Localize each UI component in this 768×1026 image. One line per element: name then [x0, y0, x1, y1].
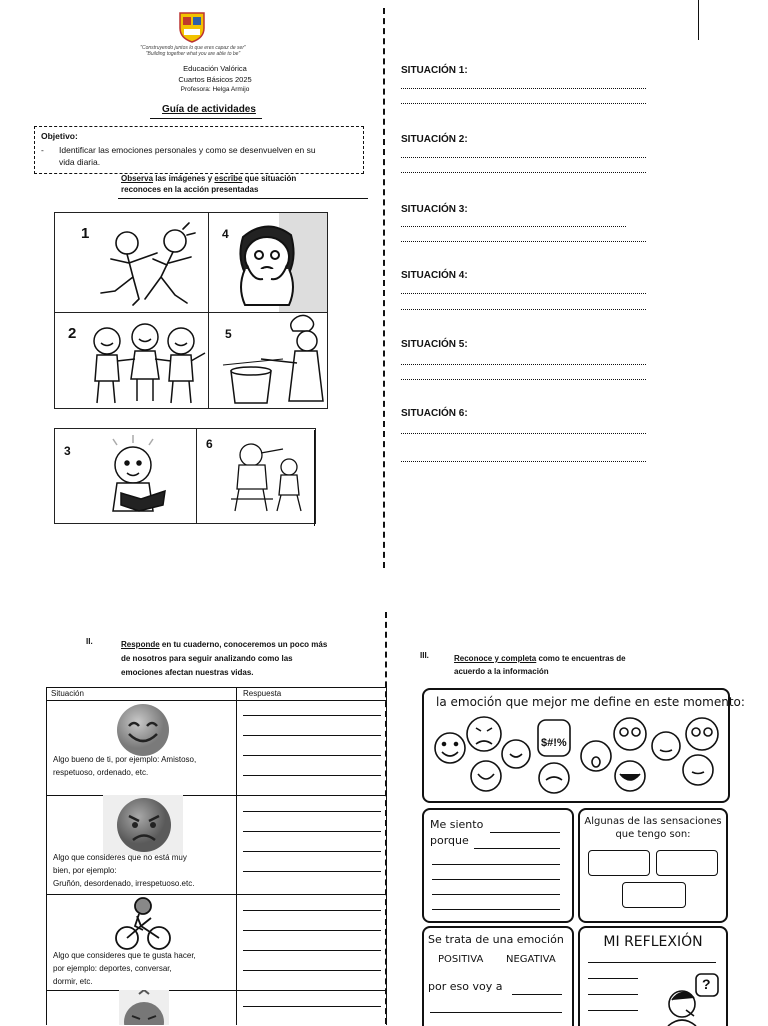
situation-line-1a	[401, 88, 646, 89]
porque-line[interactable]	[474, 848, 560, 849]
reading-boy-illustration	[81, 431, 191, 521]
question-mark: ?	[702, 976, 711, 992]
situation-line-4a	[401, 293, 646, 294]
situation-line-6a	[401, 433, 646, 434]
picture-number-3: 3	[64, 444, 71, 458]
cook-illustration	[213, 313, 327, 408]
guide-title: Guía de actividades	[162, 104, 256, 115]
situation-line-3a	[401, 226, 626, 227]
row-rule-3	[47, 990, 386, 991]
emotions-panel	[422, 688, 745, 803]
edge-mark	[698, 0, 699, 40]
situation-line-4b	[401, 309, 646, 310]
teacher: Profesora: Helga Armijo	[180, 86, 250, 93]
furious-face-icon	[119, 990, 169, 1025]
situation-line-5a	[401, 364, 646, 365]
picture-number-2: 2	[68, 325, 77, 342]
sensations-title-2: que tengo son:	[615, 829, 691, 840]
lying-boy-illustration	[217, 431, 313, 521]
write-line[interactable]	[588, 962, 716, 963]
instruction-rule	[118, 198, 368, 199]
sensation-box-3[interactable]	[622, 882, 686, 908]
row-3-text-3: dormir, etc.	[53, 977, 93, 986]
subject: Educación Valórica	[183, 64, 247, 73]
section-2-line-2: de nosotros para seguir analizando como las	[121, 654, 293, 663]
emotions-table	[46, 687, 387, 1025]
answer-line[interactable]	[243, 871, 381, 872]
write-line[interactable]	[430, 1012, 562, 1013]
cyclist-icon	[113, 896, 173, 952]
picture-number-1: 1	[81, 225, 90, 242]
situation-label-5: SITUACIÓN 5:	[401, 339, 468, 350]
instruction-observe-line2: reconoces en la acción presentadas	[121, 185, 259, 194]
picture-cell-1	[54, 212, 210, 314]
answer-line[interactable]	[243, 970, 381, 971]
por-eso-label: por eso voy a	[428, 980, 503, 993]
angry-face-icon	[115, 796, 173, 854]
answer-line[interactable]	[243, 811, 381, 812]
emoji-faces-group	[430, 714, 724, 796]
reconoce-word: Reconoce y completa	[454, 654, 537, 663]
column-header-answer: Respuesta	[243, 689, 282, 698]
instruction-mid: las imágenes y	[153, 174, 215, 183]
symbols-text: $#!%	[541, 737, 567, 749]
porque-label: porque	[430, 834, 469, 847]
sensations-title-1: Algunas de las sensaciones	[584, 816, 722, 827]
negative-option[interactable]: NEGATIVA	[506, 954, 556, 965]
situation-label-2: SITUACIÓN 2:	[401, 134, 468, 145]
sensations-panel	[578, 808, 728, 923]
reflection-panel	[578, 926, 728, 1026]
write-line[interactable]	[588, 978, 638, 979]
three-friends-illustration	[81, 319, 209, 407]
responde-word: Responde	[121, 640, 160, 649]
row-3-text-2: por ejemplo: deportes, conversar,	[53, 964, 172, 973]
situation-label-4: SITUACIÓN 4:	[401, 270, 468, 281]
objective-bullet: -	[41, 145, 44, 155]
objective-box	[34, 126, 364, 174]
feeling-panel	[422, 808, 574, 923]
row-3-text-1: Algo que consideres que te gusta hacer,	[53, 951, 196, 960]
row-rule-2	[47, 894, 386, 895]
section-3-line-1-rest: como te encuentras de	[536, 654, 626, 663]
emotion-type-title: Se trata de una emoción	[428, 933, 564, 946]
me-siento-label: Me siento	[430, 818, 484, 831]
situation-label-6: SITUACIÓN 6:	[401, 408, 468, 419]
situation-line-1b	[401, 103, 646, 104]
picture-number-6: 6	[206, 437, 213, 451]
picture-cell-6	[196, 428, 316, 524]
objective-text-1: Identificar las emociones personales y como se desenvuelven en su	[59, 145, 316, 155]
observa-word: Observa	[121, 174, 154, 183]
situation-label-1: SITUACIÓN 1:	[401, 65, 468, 76]
reflection-title: MI REFLEXIÓN	[603, 934, 703, 950]
section-3-line-1	[454, 654, 626, 663]
objective-text-2: vida diaria.	[59, 157, 101, 167]
col-divider	[236, 688, 237, 1025]
emotions-panel-title: la emoción que mejor me define en este momento:	[436, 695, 745, 709]
row-2-text-2: bien, por ejemplo:	[53, 866, 117, 875]
escribe-word: escribe	[214, 174, 243, 183]
answer-line[interactable]	[243, 775, 381, 776]
answer-line[interactable]	[243, 950, 381, 951]
answer-line[interactable]	[243, 930, 381, 931]
por-eso-line[interactable]	[512, 994, 562, 995]
column-header-situation: Situación	[51, 689, 84, 698]
answer-line[interactable]	[243, 715, 381, 716]
section-2-roman: II.	[86, 637, 93, 646]
write-line[interactable]	[432, 864, 560, 865]
school-logo	[176, 10, 208, 44]
section-2-line-1	[121, 640, 327, 649]
motto-english: "Building together what you are able to be"	[145, 51, 241, 57]
write-line[interactable]	[432, 879, 560, 880]
picture-cell-5	[208, 312, 328, 409]
sensation-box-1[interactable]	[588, 850, 650, 876]
picture-cell-2	[54, 312, 210, 409]
emotion-type-panel	[422, 926, 574, 1026]
header-rule	[47, 700, 386, 701]
section-2-line-3: emociones afectan nuestras vidas.	[121, 668, 254, 677]
row-rule-1	[47, 795, 386, 796]
thinking-person-icon	[664, 972, 724, 1026]
worried-boy-figure	[223, 217, 313, 311]
instruction-observe	[121, 174, 296, 183]
row-2-text-1: Algo que consideres que no está muy	[53, 853, 187, 862]
grid-corner-mark	[314, 430, 315, 526]
situation-line-2a	[401, 157, 646, 158]
picture-number-5: 5	[225, 327, 232, 341]
motto-spanish: "Construyendo juntos lo que eres capaz de ser"	[140, 45, 246, 51]
picture-cell-4	[208, 212, 328, 314]
section-3-roman: III.	[420, 651, 429, 660]
objective-label: Objetivo:	[41, 131, 78, 141]
write-line[interactable]	[588, 1010, 638, 1011]
situation-line-5b	[401, 379, 646, 380]
write-line[interactable]	[588, 994, 638, 995]
picture-cell-3	[54, 428, 198, 524]
picture-number-4: 4	[222, 227, 229, 241]
write-line[interactable]	[432, 909, 560, 910]
write-line[interactable]	[432, 894, 560, 895]
answer-line[interactable]	[243, 735, 381, 736]
sensation-box-2[interactable]	[656, 850, 718, 876]
answer-line[interactable]	[243, 831, 381, 832]
situation-label-3: SITUACIÓN 3:	[401, 204, 468, 215]
situation-line-6b	[401, 461, 646, 462]
row-1-text-2: respetuoso, ordenado, etc.	[53, 768, 149, 777]
answer-line[interactable]	[243, 755, 381, 756]
positive-option[interactable]: POSITIVA	[438, 954, 484, 965]
row-2-text-3: Gruñón, desordenado, irrespetuoso.etc.	[53, 879, 195, 888]
title-rule	[150, 118, 262, 119]
answer-line[interactable]	[243, 910, 381, 911]
instruction-rest-1: que situación	[242, 174, 297, 183]
me-siento-line[interactable]	[490, 832, 560, 833]
fight-illustration	[75, 219, 205, 311]
situation-line-2b	[401, 172, 646, 173]
cut-line-top-vertical	[383, 8, 385, 568]
situation-line-3b	[401, 241, 646, 242]
course: Cuartos Básicos 2025	[178, 75, 252, 84]
answer-line[interactable]	[243, 851, 381, 852]
section-3-line-2: acuerdo a la información	[454, 667, 549, 676]
smiling-face-icon	[115, 702, 171, 758]
row-1-text-1: Algo bueno de ti, por ejemplo: Amistoso,	[53, 755, 197, 764]
section-2-line-1-rest: en tu cuaderno, conoceremos un poco más	[159, 640, 328, 649]
answer-line[interactable]	[243, 1006, 381, 1007]
